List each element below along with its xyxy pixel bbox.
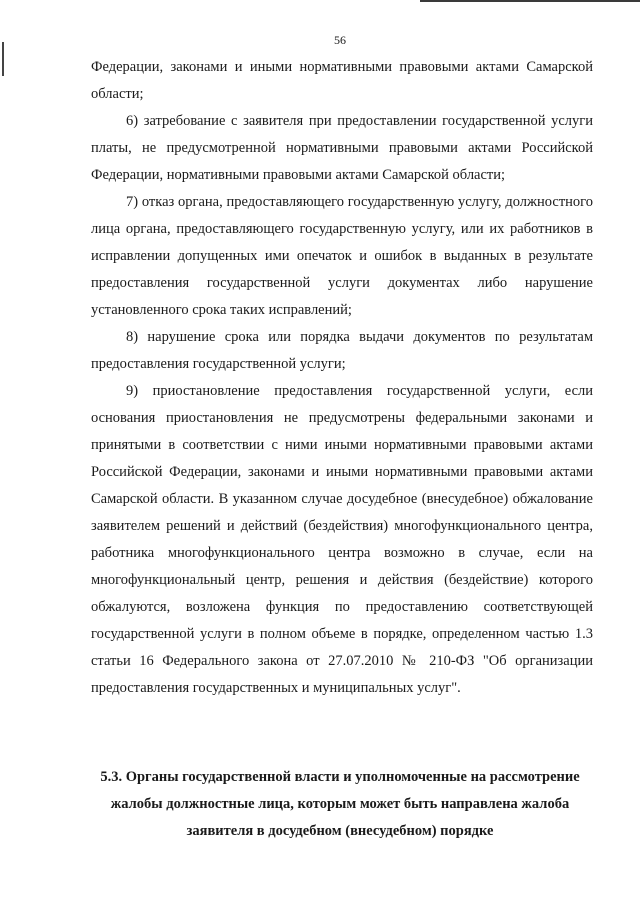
heading-line: заявителя в досудебном (внесудебном) порядке [186,823,494,839]
list-item-7: 7) отказ органа, предоставляющего государственную услугу, должностного лица органа, предоставляющего государственную услугу, или их работников в исправлении допущенных ими опечаток и ошибок в выданных в результате предоставления государственной услуги документах либо нарушение установленного срока таких исправлений; [91,194,593,318]
list-item-9: 9) приостановление предоставления государственной услуги, если основания приостановления не предусмотрены федеральными законами и принятыми в соответствии с ними иными нормативными правовыми актами Российской Федерации, законами и иными нормативными правовыми актами Самарской области. В указанном случае досудебное (внесудебное) обжалование заявителем решений и действий (бездействия) многофункционального центра, работника многофункционального центра возможно в случае, если на многофункциональный центр, решения и действия (бездействие) которого обжалуются, возложена функция по предоставлению соответствующей государственной услуги в полном объеме в порядке, определенном частью 1.3 статьи 16 Федерального закона от 27.07.2010 № 210-ФЗ "Об организации предоставления государственных и муниципальных услуг". [91,383,593,696]
section-heading [80,764,600,845]
page-number: 56 [334,33,346,47]
scan-edge-line [420,0,640,2]
list-item-8: 8) нарушение срока или порядка выдачи документов по результатам предоставления государственной услуги; [91,329,593,372]
paragraph-continuation: Федерации, законами и иными нормативными правовыми актами Самарской области; [91,59,593,102]
list-item-6: 6) затребование с заявителя при предоставлении государственной услуги платы, не предусмотренной нормативными правовыми актами Российской Федерации, нормативными правовыми актами Самарской области; [91,113,593,183]
heading-line: 5.3. Органы государственной власти и уполномоченные на рассмотрение [100,769,580,785]
heading-line: жалобы должностные лица, которым может быть направлена жалоба [110,796,570,812]
document-body [91,54,593,702]
